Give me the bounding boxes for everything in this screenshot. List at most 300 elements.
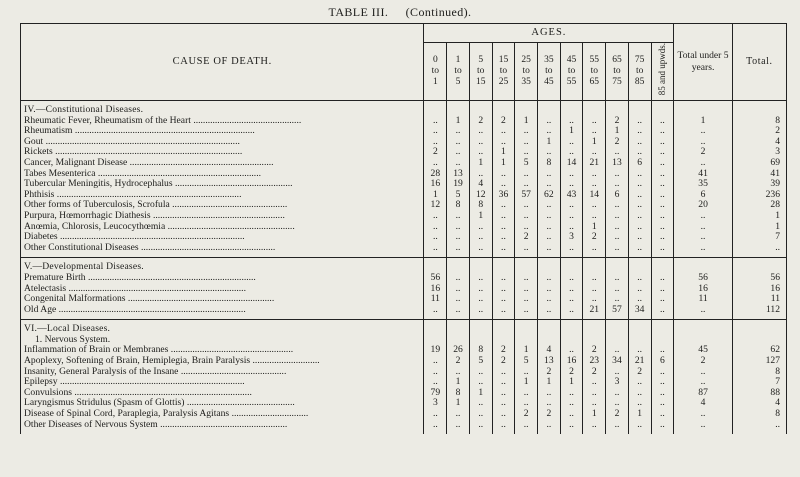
age-value-cell: .. bbox=[651, 137, 674, 148]
section-title-label: IV.—Constitutional Diseases. bbox=[21, 101, 424, 116]
age-value-cell: 1 bbox=[583, 409, 606, 420]
age-value-cell: .. bbox=[538, 147, 561, 158]
total-cell: 16 bbox=[732, 284, 786, 295]
age-group-to: to bbox=[431, 66, 440, 76]
spacer-cell bbox=[732, 258, 786, 273]
total-cell: 11 bbox=[732, 294, 786, 305]
spacer-cell bbox=[515, 258, 538, 273]
spacer-cell bbox=[674, 430, 732, 434]
age-value-cell: .. bbox=[515, 388, 538, 399]
age-value-cell: .. bbox=[492, 420, 515, 431]
age-value-cell: 12 bbox=[469, 190, 492, 201]
age-value-cell: .. bbox=[424, 305, 447, 316]
cause-cell: Phthisis ............................................................................. bbox=[21, 190, 424, 201]
age-value-cell: 2 bbox=[583, 345, 606, 356]
section-title bbox=[21, 101, 787, 116]
spacer-cell bbox=[732, 320, 786, 335]
age-group-header bbox=[560, 43, 583, 101]
age-value-cell: .. bbox=[492, 367, 515, 378]
age-value-cell: .. bbox=[583, 126, 606, 137]
under5-cell: .. bbox=[674, 126, 732, 137]
cause-cell: Other Diseases of Nervous System ..................................................... bbox=[21, 420, 424, 431]
cause-cell: Purpura, Hœmorrhagic Diathesis ....................................................... bbox=[21, 211, 424, 222]
age-value-cell: .. bbox=[651, 211, 674, 222]
age-group-to: to bbox=[567, 66, 576, 76]
age-value-cell: .. bbox=[447, 222, 470, 233]
age-group-end: 35 bbox=[521, 77, 531, 87]
table-row bbox=[21, 420, 787, 431]
age-value-cell: 6 bbox=[651, 356, 674, 367]
age-value-cell: .. bbox=[606, 179, 629, 190]
age-value-cell: .. bbox=[628, 243, 651, 254]
age-value-cell: .. bbox=[447, 294, 470, 305]
age-value-cell: 4 bbox=[538, 345, 561, 356]
age-value-cell: 11 bbox=[424, 294, 447, 305]
age-value-cell: .. bbox=[469, 398, 492, 409]
spacer-cell bbox=[583, 258, 606, 273]
table-row bbox=[21, 147, 787, 158]
under5-cell: 4 bbox=[674, 398, 732, 409]
age-value-cell: .. bbox=[469, 305, 492, 316]
age-value-cell: 1 bbox=[447, 377, 470, 388]
age-value-cell: .. bbox=[606, 211, 629, 222]
under5-cell: .. bbox=[674, 211, 732, 222]
age-value-cell: .. bbox=[469, 420, 492, 431]
age-value-cell: .. bbox=[447, 273, 470, 284]
table-row bbox=[21, 409, 787, 420]
table-row bbox=[21, 222, 787, 233]
age-value-cell: .. bbox=[606, 345, 629, 356]
spacer-cell bbox=[538, 430, 561, 434]
total-cell: 4 bbox=[732, 398, 786, 409]
under5-cell: .. bbox=[674, 377, 732, 388]
total-cell: 41 bbox=[732, 169, 786, 180]
under5-cell: 35 bbox=[674, 179, 732, 190]
age-value-cell: .. bbox=[447, 158, 470, 169]
age-value-cell: .. bbox=[538, 179, 561, 190]
age-value-cell: .. bbox=[583, 294, 606, 305]
age-value-cell: 3 bbox=[424, 398, 447, 409]
under5-cell: 41 bbox=[674, 169, 732, 180]
cause-header: CAUSE OF DEATH. bbox=[21, 24, 424, 101]
age-value-cell: .. bbox=[424, 243, 447, 254]
age-value-cell: 21 bbox=[628, 356, 651, 367]
age-group-last-label: 85 and upwds. bbox=[656, 43, 667, 96]
table-row bbox=[21, 377, 787, 388]
age-value-cell: .. bbox=[560, 409, 583, 420]
total-cell: 1 bbox=[732, 222, 786, 233]
age-value-cell: .. bbox=[515, 284, 538, 295]
table-title bbox=[0, 5, 800, 20]
cause-cell: Cancer, Malignant Disease ............................................................ bbox=[21, 158, 424, 169]
age-value-cell: .. bbox=[469, 284, 492, 295]
age-value-cell: 14 bbox=[583, 190, 606, 201]
age-group-from: 35 bbox=[544, 55, 554, 65]
age-value-cell: .. bbox=[651, 388, 674, 399]
age-value-cell: 1 bbox=[538, 377, 561, 388]
age-value-cell: 79 bbox=[424, 388, 447, 399]
age-value-cell: .. bbox=[492, 294, 515, 305]
under5-cell: 20 bbox=[674, 200, 732, 211]
age-value-cell: 1 bbox=[538, 137, 561, 148]
age-value-cell: .. bbox=[560, 137, 583, 148]
spacer-cell bbox=[651, 335, 674, 346]
section-title bbox=[21, 320, 787, 335]
age-value-cell: 5 bbox=[515, 158, 538, 169]
age-value-cell: .. bbox=[560, 222, 583, 233]
total-cell: 2 bbox=[732, 126, 786, 137]
age-value-cell: 13 bbox=[447, 169, 470, 180]
age-value-cell: .. bbox=[651, 200, 674, 211]
age-value-cell: 1 bbox=[606, 126, 629, 137]
total-cell: 62 bbox=[732, 345, 786, 356]
spacer-cell bbox=[560, 335, 583, 346]
spacer-cell bbox=[424, 430, 447, 434]
age-value-cell: 1 bbox=[583, 222, 606, 233]
age-value-cell: .. bbox=[447, 420, 470, 431]
age-value-cell: .. bbox=[492, 377, 515, 388]
spacer-cell bbox=[515, 320, 538, 335]
age-group-header bbox=[447, 43, 470, 101]
age-group-header bbox=[583, 43, 606, 101]
spacer-cell bbox=[674, 320, 732, 335]
age-value-cell: 19 bbox=[447, 179, 470, 190]
age-value-cell: .. bbox=[424, 367, 447, 378]
spacer-cell bbox=[469, 320, 492, 335]
age-value-cell: .. bbox=[583, 116, 606, 127]
age-group-end: 45 bbox=[544, 77, 554, 87]
age-value-cell: .. bbox=[606, 169, 629, 180]
age-value-cell: .. bbox=[628, 200, 651, 211]
age-value-cell: .. bbox=[628, 420, 651, 431]
age-value-cell: .. bbox=[515, 367, 538, 378]
age-value-cell: .. bbox=[583, 147, 606, 158]
under5-cell: 56 bbox=[674, 273, 732, 284]
age-value-cell: .. bbox=[538, 388, 561, 399]
age-value-cell: .. bbox=[651, 409, 674, 420]
age-value-cell: 2 bbox=[606, 116, 629, 127]
under5-cell: 6 bbox=[674, 190, 732, 201]
age-group-end: 55 bbox=[566, 77, 577, 87]
age-value-cell: 3 bbox=[606, 377, 629, 388]
age-value-cell: 2 bbox=[515, 232, 538, 243]
table-row bbox=[21, 179, 787, 190]
spacer-cell bbox=[515, 335, 538, 346]
table-row bbox=[21, 345, 787, 356]
age-value-cell: .. bbox=[424, 232, 447, 243]
age-group-header bbox=[515, 43, 538, 101]
under5-cell: .. bbox=[674, 222, 732, 233]
age-value-cell: .. bbox=[583, 388, 606, 399]
age-value-cell: .. bbox=[492, 200, 515, 211]
age-value-cell: .. bbox=[560, 420, 583, 431]
cause-cell: Gout ................................................................................. bbox=[21, 137, 424, 148]
age-value-cell: .. bbox=[606, 284, 629, 295]
age-value-cell: .. bbox=[606, 243, 629, 254]
ages-header: AGES. bbox=[424, 24, 674, 43]
age-value-cell: .. bbox=[628, 345, 651, 356]
age-value-cell: 34 bbox=[628, 305, 651, 316]
total-cell: 8 bbox=[732, 116, 786, 127]
under5-cell: 45 bbox=[674, 345, 732, 356]
age-value-cell: .. bbox=[492, 284, 515, 295]
spacer-cell bbox=[606, 430, 629, 434]
age-value-cell: .. bbox=[583, 243, 606, 254]
age-value-cell: 2 bbox=[583, 367, 606, 378]
age-value-cell: 57 bbox=[606, 305, 629, 316]
age-value-cell: .. bbox=[492, 243, 515, 254]
cause-cell: Premature Birth ...................................................................... bbox=[21, 273, 424, 284]
age-value-cell: .. bbox=[560, 179, 583, 190]
age-value-cell: .. bbox=[492, 273, 515, 284]
total-header: Total. bbox=[732, 24, 786, 101]
age-value-cell: .. bbox=[515, 200, 538, 211]
total-cell: 39 bbox=[732, 179, 786, 190]
age-value-cell: .. bbox=[424, 409, 447, 420]
age-value-cell: .. bbox=[651, 158, 674, 169]
age-value-cell: .. bbox=[651, 190, 674, 201]
age-group-from: 0 bbox=[432, 55, 438, 65]
age-value-cell: 1 bbox=[515, 345, 538, 356]
spacer-cell bbox=[515, 101, 538, 116]
under5-cell: .. bbox=[674, 305, 732, 316]
age-value-cell: 2 bbox=[628, 367, 651, 378]
age-value-cell: .. bbox=[538, 116, 561, 127]
total-cell: 3 bbox=[732, 147, 786, 158]
age-value-cell: 8 bbox=[447, 200, 470, 211]
age-value-cell: .. bbox=[469, 169, 492, 180]
age-value-cell: .. bbox=[651, 179, 674, 190]
age-value-cell: .. bbox=[606, 388, 629, 399]
age-value-cell: .. bbox=[538, 305, 561, 316]
cause-cell: Inflammation of Brain or Membranes ................................................... bbox=[21, 345, 424, 356]
age-group-from: 1 bbox=[455, 55, 461, 65]
age-value-cell: .. bbox=[469, 222, 492, 233]
age-value-cell: .. bbox=[560, 284, 583, 295]
age-value-cell: 3 bbox=[560, 232, 583, 243]
age-value-cell: .. bbox=[424, 211, 447, 222]
age-value-cell: 1 bbox=[447, 398, 470, 409]
age-value-cell: .. bbox=[492, 409, 515, 420]
total-cell: 7 bbox=[732, 377, 786, 388]
table-row bbox=[21, 273, 787, 284]
age-value-cell: .. bbox=[538, 200, 561, 211]
age-value-cell: 21 bbox=[583, 305, 606, 316]
spacer-cell bbox=[447, 101, 470, 116]
age-value-cell: .. bbox=[447, 284, 470, 295]
age-value-cell: 56 bbox=[424, 273, 447, 284]
total-cell: 4 bbox=[732, 137, 786, 148]
age-value-cell: .. bbox=[606, 222, 629, 233]
spacer-cell bbox=[538, 320, 561, 335]
spacer-cell bbox=[469, 258, 492, 273]
under5-cell: .. bbox=[674, 409, 732, 420]
age-value-cell: .. bbox=[424, 222, 447, 233]
age-value-cell: 2 bbox=[469, 116, 492, 127]
age-value-cell: .. bbox=[447, 147, 470, 158]
cause-cell: Insanity, General Paralysis of the Insane ............................................ bbox=[21, 367, 424, 378]
age-value-cell: .. bbox=[538, 232, 561, 243]
table-row bbox=[21, 232, 787, 243]
spacer-cell bbox=[651, 258, 674, 273]
age-value-cell: .. bbox=[628, 377, 651, 388]
age-value-cell: .. bbox=[560, 305, 583, 316]
cause-cell: Apoplexy, Softening of Brain, Hemiplegia, Brain Paralysis ............................ bbox=[21, 356, 424, 367]
cause-cell: Anœmia, Chlorosis, Leucocythœmia ..................................................... bbox=[21, 222, 424, 233]
age-value-cell: 6 bbox=[628, 158, 651, 169]
age-value-cell: .. bbox=[651, 116, 674, 127]
age-group-to: to bbox=[545, 66, 553, 76]
mortality-table bbox=[20, 23, 787, 434]
age-value-cell: 1 bbox=[560, 377, 583, 388]
age-value-cell: .. bbox=[560, 345, 583, 356]
table-row bbox=[21, 126, 787, 137]
age-value-cell: .. bbox=[447, 243, 470, 254]
age-value-cell: .. bbox=[628, 232, 651, 243]
spacer-cell bbox=[674, 101, 732, 116]
age-value-cell: .. bbox=[606, 367, 629, 378]
cause-cell: Rheumatism ........................................................................... bbox=[21, 126, 424, 137]
age-value-cell: 28 bbox=[424, 169, 447, 180]
spacer-cell bbox=[424, 101, 447, 116]
age-value-cell: .. bbox=[492, 126, 515, 137]
under5-cell: .. bbox=[674, 232, 732, 243]
age-value-cell: 2 bbox=[583, 232, 606, 243]
age-value-cell: 43 bbox=[560, 190, 583, 201]
table-row bbox=[21, 294, 787, 305]
age-value-cell: 16 bbox=[424, 179, 447, 190]
age-group-header bbox=[628, 43, 651, 101]
spacer-cell bbox=[606, 258, 629, 273]
spacer-cell bbox=[674, 335, 732, 346]
age-value-cell: .. bbox=[424, 137, 447, 148]
age-value-cell: 4 bbox=[469, 179, 492, 190]
age-value-cell: .. bbox=[651, 169, 674, 180]
spacer-cell bbox=[606, 320, 629, 335]
age-value-cell: .. bbox=[447, 232, 470, 243]
age-value-cell: .. bbox=[469, 294, 492, 305]
age-group-end: 5 bbox=[455, 77, 461, 87]
cause-cell: Tubercular Meningitis, Hydrocephalus ................................................. bbox=[21, 179, 424, 190]
age-value-cell: .. bbox=[492, 232, 515, 243]
cause-cell: Epilepsy ............................................................................. bbox=[21, 377, 424, 388]
age-value-cell: 1 bbox=[492, 147, 515, 158]
age-value-cell: 2 bbox=[538, 409, 561, 420]
spacer-cell bbox=[21, 430, 424, 434]
age-value-cell: .. bbox=[515, 137, 538, 148]
age-group-header bbox=[492, 43, 515, 101]
age-value-cell: 13 bbox=[538, 356, 561, 367]
cause-cell: Disease of Spinal Cord, Paraplegia, Paralysis Agitans ................................ bbox=[21, 409, 424, 420]
spacer-cell bbox=[560, 320, 583, 335]
cause-cell: Congenital Malformations ............................................................. bbox=[21, 294, 424, 305]
spacer-cell bbox=[628, 430, 651, 434]
under5-cell: .. bbox=[674, 420, 732, 431]
spacer-cell bbox=[492, 258, 515, 273]
age-group-end: 25 bbox=[498, 77, 509, 87]
age-value-cell: .. bbox=[560, 116, 583, 127]
cause-cell: Atelectasis .......................................................................... bbox=[21, 284, 424, 295]
section-title-label: VI.—Local Diseases. bbox=[21, 320, 424, 335]
age-value-cell: .. bbox=[583, 284, 606, 295]
age-value-cell: .. bbox=[469, 232, 492, 243]
age-value-cell: 5 bbox=[447, 190, 470, 201]
age-value-cell: 2 bbox=[560, 367, 583, 378]
spacer-cell bbox=[469, 101, 492, 116]
table-row bbox=[21, 388, 787, 399]
age-group-end: 15 bbox=[475, 77, 486, 87]
spacer-cell bbox=[515, 430, 538, 434]
spacer-cell bbox=[732, 430, 786, 434]
age-value-cell: .. bbox=[583, 211, 606, 222]
spacer-cell bbox=[732, 101, 786, 116]
age-value-cell: 1 bbox=[560, 126, 583, 137]
section-title-label: V.—Developmental Diseases. bbox=[21, 258, 424, 273]
spacer-cell bbox=[492, 430, 515, 434]
age-value-cell: 5 bbox=[469, 356, 492, 367]
spacer-cell bbox=[606, 335, 629, 346]
age-value-cell: .. bbox=[492, 222, 515, 233]
age-value-cell: .. bbox=[515, 243, 538, 254]
age-value-cell: .. bbox=[583, 200, 606, 211]
age-value-cell: .. bbox=[651, 222, 674, 233]
age-value-cell: .. bbox=[492, 398, 515, 409]
age-group-end: 75 bbox=[612, 77, 622, 87]
age-value-cell: .. bbox=[538, 420, 561, 431]
age-value-cell: .. bbox=[560, 398, 583, 409]
age-value-cell: .. bbox=[515, 305, 538, 316]
spacer-cell bbox=[606, 101, 629, 116]
age-value-cell: 8 bbox=[538, 158, 561, 169]
age-value-cell: .. bbox=[628, 284, 651, 295]
age-value-cell: 2 bbox=[447, 356, 470, 367]
table-row bbox=[21, 211, 787, 222]
cause-cell: Rheumatic Fever, Rheumatism of the Heart ............................................. bbox=[21, 116, 424, 127]
age-value-cell: .. bbox=[651, 147, 674, 158]
age-value-cell: .. bbox=[560, 388, 583, 399]
age-value-cell: .. bbox=[538, 126, 561, 137]
under5-cell: .. bbox=[674, 367, 732, 378]
age-value-cell: .. bbox=[515, 211, 538, 222]
cause-cell: Convulsions .......................................................................... bbox=[21, 388, 424, 399]
age-value-cell: .. bbox=[560, 273, 583, 284]
age-value-cell: .. bbox=[515, 273, 538, 284]
spacer-cell bbox=[583, 101, 606, 116]
age-value-cell: .. bbox=[651, 305, 674, 316]
age-group-from: 15 bbox=[498, 55, 509, 65]
age-value-cell: .. bbox=[469, 409, 492, 420]
spacer-cell bbox=[469, 430, 492, 434]
age-value-cell: 26 bbox=[447, 345, 470, 356]
age-value-cell: .. bbox=[628, 126, 651, 137]
age-value-cell: .. bbox=[628, 211, 651, 222]
age-value-cell: .. bbox=[424, 116, 447, 127]
age-group-header-last bbox=[651, 43, 674, 101]
spacer-cell bbox=[560, 101, 583, 116]
age-value-cell: .. bbox=[492, 169, 515, 180]
age-value-cell: .. bbox=[651, 367, 674, 378]
spacer-cell bbox=[447, 258, 470, 273]
age-value-cell: .. bbox=[651, 377, 674, 388]
age-group-header bbox=[606, 43, 629, 101]
age-value-cell: 8 bbox=[447, 388, 470, 399]
section-subtitle-label: 1. Nervous System. bbox=[21, 335, 424, 346]
age-value-cell: .. bbox=[560, 200, 583, 211]
age-value-cell: .. bbox=[424, 126, 447, 137]
total-cell: .. bbox=[732, 243, 786, 254]
age-value-cell: .. bbox=[628, 137, 651, 148]
age-value-cell: .. bbox=[492, 388, 515, 399]
